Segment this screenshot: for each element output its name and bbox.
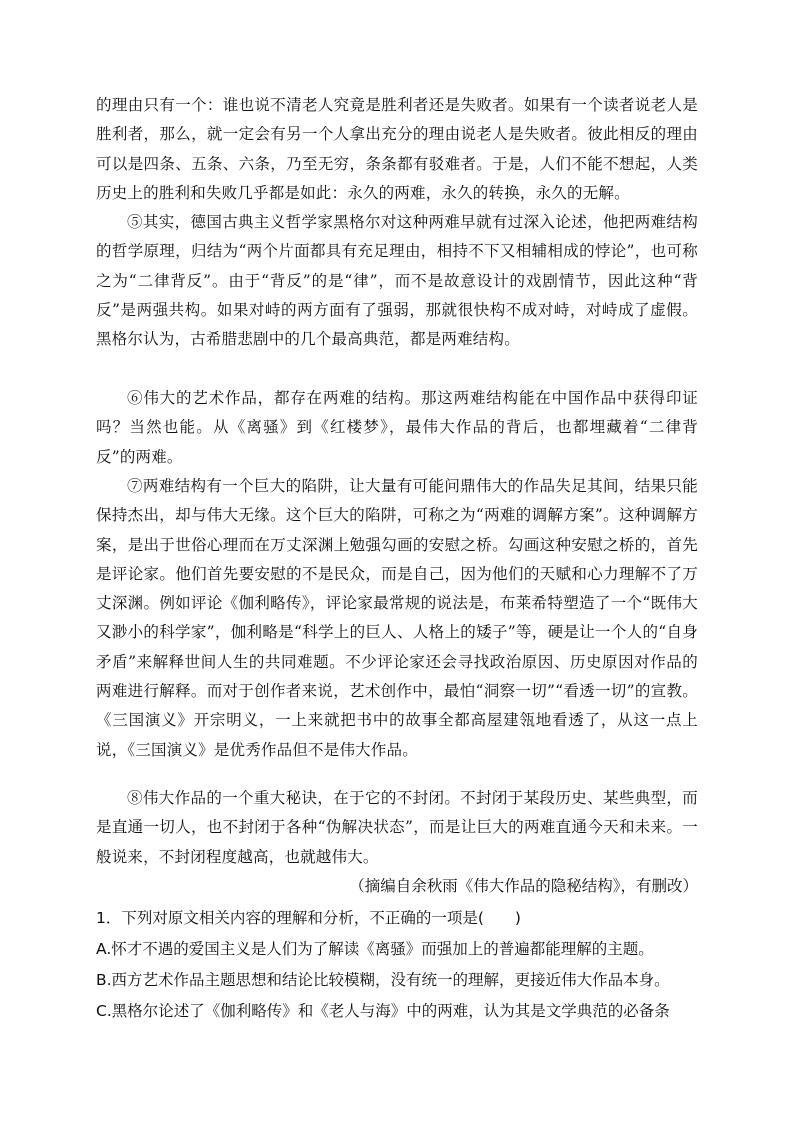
paragraph-6: ⑥伟大的艺术作品，都存在两难的结构。那这两难结构能在中国作品中获得印证吗？当然也能。从《离骚》到《红楼梦》，最伟大作品的背后，也都埋藏着“二律背反”的两难。 [96, 389, 698, 466]
paragraph-8: ⑧伟大作品的一个重大秘诀，在于它的不封闭。不封闭于某段历史、某些典型，而是直通一切人，也不封闭于各种“伪解决状态”，而是让巨大的两难直通今天和未来。一般说来，不封闭程度越高，也就越伟大。 [96, 789, 698, 866]
paragraph-5: ⑤其实，德国古典主义哲学家黑格尔对这种两难早就有过深入论述，他把两难结构的哲学原理，归结为“两个片面都具有充足理由，相持不下又相辅相成的悖论”，也可称之为“二律背反”。由于“背反”的是“律”，而不是故意设计的戏剧情节，因此这种“背反”是两强共构。如果对峙的两方面有了强弱，那就很快构不成对峙，对峙成了虚假。黑格尔认为，古希腊悲剧中的几个最高典范，都是两难结构。 [96, 213, 698, 349]
paragraph-7: ⑦两难结构有一个巨大的陷阱，让大量有可能问鼎伟大的作品失足其间，结果只能保持杰出，却与伟大无缘。这个巨大的陷阱，可称之为“两难的调解方案”。这种调解方案，是出于世俗心理而在万丈深渊上勉强勾画的安慰之桥。勾画这种安慰之桥的，首先是评论家。他们首先要安慰的不是民众，而是自己，因为他们的天赋和心力理解不了万丈深渊。例如评论《伽利略传》，评论家最常规的说法是，布莱希特塑造了一个“既伟大又渺小的科学家”，伽利略是“科学上的巨人、人格上的矮子”等，硬是让一个人的“自身矛盾”来解释世间人生的共同难题。不少评论家还会寻找政治原因、历史原因对作品的两难进行解释。而对于创作者来说，艺术创作中，最怕“洞察一切”“看透一切”的宣教。《三国演义》开宗明义，一上来就把书中的故事全都高屋建瓴地看透了，从这一点上说，《三国演义》是优秀作品但不是伟大作品。 [96, 477, 698, 759]
source-citation: （摘编自余秋雨《伟大作品的隐秘结构》，有删改） [349, 877, 698, 895]
option-b: B.西方艺术作品主题思想和结论比较模糊，没有统一的理解，更接近伟大作品本身。 [96, 971, 670, 989]
question-stem: 1．下列对原文相关内容的理解和分析，不正确的一项是( ) [96, 909, 521, 927]
paragraph-4-continued: 的理由只有一个：谁也说不清老人究竟是胜利者还是失败者。如果有一个读者说老人是胜利者，那么，就一定会有另一个人拿出充分的理由说老人是失败者。彼此相反的理由可以是四条、五条、六条，乃至无穷，条条都有驳难者。于是，人们不能不想起，人类历史上的胜利和失败几乎都是如此：永久的两难，永久的转换，永久的无解。 [96, 96, 698, 202]
option-a: A.怀才不遇的爱国主义是人们为了解读《离骚》而强加上的普遍都能理解的主题。 [96, 940, 654, 958]
option-c: C.黑格尔论述了《伽利略传》和《老人与海》中的两难，认为其是文学典范的必备条 [96, 1002, 670, 1020]
